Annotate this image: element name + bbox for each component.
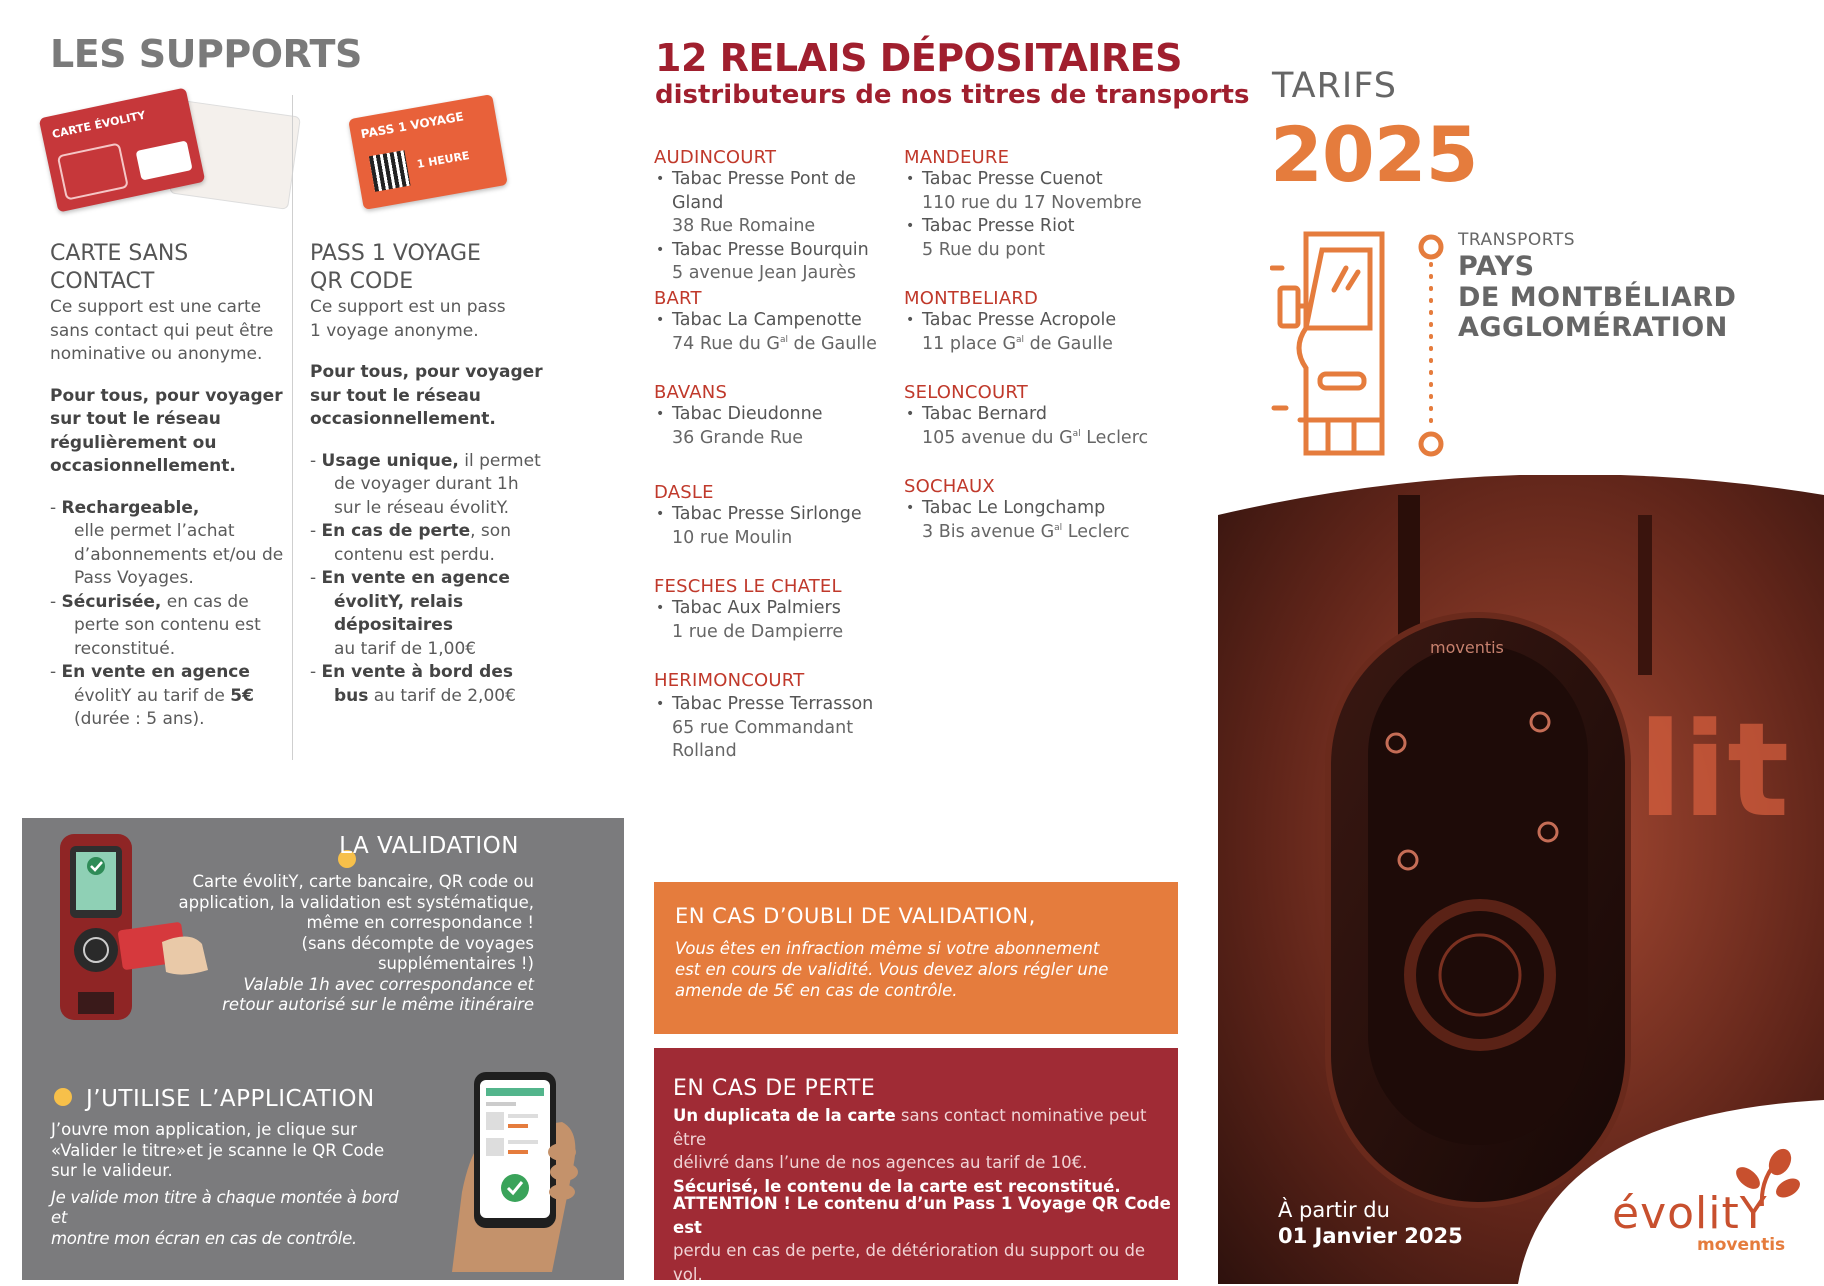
carte-audience: Pour tous, pour voyager sur tout le réseau régulièrement ou occasionnellement. — [50, 385, 283, 476]
relais-title: 12 RELAIS DÉPOSITAIRES — [655, 36, 1182, 80]
application-text: J’ouvre mon application, je clique sur «Valider le titre»et je scanne le QR Code sur le valideur. Je valide mon titre à chaque montée à bord et montre mon écran en cas de contrôle. — [51, 1120, 399, 1248]
town-name: DASLE — [654, 482, 714, 503]
oubli-text: Vous êtes en infraction même si votre abonnement est en cours de validité. Vous devez alors régler une amende de 5€ en cas de contrôle. — [675, 939, 1109, 1000]
shop-entry: • Tabac Presse Bourquin 5 avenue Jean Jaurès — [654, 239, 904, 286]
card-label: CARTE ÉVOLITY — [50, 108, 147, 142]
list-item: - En vente à bord des bus au tarif de 2,00€ — [310, 662, 516, 706]
application-title: J’UTILISE L’APPLICATION — [86, 1086, 375, 1112]
list-item: - En vente en agence évolitY au tarif de 5€ (durée : 5 ans). — [50, 662, 254, 729]
relais-town-audincourt — [654, 147, 904, 286]
oubli-title: EN CAS D’OUBLI DE VALIDATION, — [675, 904, 1036, 928]
validity-from-label: À partir du — [1278, 1198, 1390, 1222]
carte-description: Ce support est une carte sans contact qui peut être nominative ou anonyme. — [50, 297, 274, 364]
perte-warning: ATTENTION ! Le contenu d’un Pass 1 Voyage QR Code est perdu en cas de perte, de détérioration du support ou de vol. — [673, 1194, 1171, 1284]
relais-town-bavans — [654, 382, 904, 450]
tarifs-year: 2025 — [1270, 110, 1478, 199]
relais-town-fesches-le-chatel — [654, 576, 904, 644]
carte-sans-contact-section — [50, 240, 285, 732]
town-name: MONTBELIARD — [904, 288, 1039, 309]
pass-features — [310, 450, 545, 709]
shop-entry: • Tabac Aux Palmiers 1 rue de Dampierre — [654, 597, 904, 644]
tarifs-label: TARIFS — [1272, 66, 1397, 106]
shop-entry: • Tabac Presse Terrasson 65 rue Commandant Rolland — [654, 693, 904, 764]
perte-text: Un duplicata de la carte sans contact nominative peut être délivré dans l’une de nos agences au tarif de 10€. Sécurisé, le contenu de la carte est reconstitué. — [673, 1106, 1147, 1196]
shop-entry: • Tabac Presse Acropole 11 place $G^{al}$ de Gaulle — [904, 309, 1164, 356]
relais-town-dasle — [654, 482, 904, 550]
shop-entry: • Tabac Presse Pont de Gland 38 Rue Romaine — [654, 168, 904, 239]
carte-title: CARTE SANS CONTACT — [50, 241, 189, 294]
svg-text:lit: lit — [1638, 694, 1790, 846]
list-item: - Rechargeable, elle permet l’achat d’abonnements et/ou de Pass Voyages. — [50, 497, 284, 588]
smartphone-hand-icon — [422, 1062, 592, 1272]
carte-features — [50, 497, 285, 732]
validation-text: Carte évolitY, carte bancaire, QR code ou application, la validation est systématique, même en correspondance ! (sans décompte de voyages supplémentaires !) Valable 1h avec correspondance et retour autorisé sur le même itinéraire — [178, 872, 534, 1014]
list-item: - Usage unique, il permet de voyager durant 1h sur le réseau évolitY. — [310, 450, 541, 518]
town-name: FESCHES LE CHATEL — [654, 576, 842, 597]
evolity-logo: évolitY — [1612, 1188, 1768, 1239]
pass-description: Ce support est un pass 1 voyage anonyme. — [310, 297, 506, 341]
pass-audience: Pour tous, pour voyager sur tout le réseau occasionnellement. — [310, 362, 543, 429]
carte-evolity-illustration — [45, 92, 275, 217]
shop-entry: • Tabac Dieudonne 36 Grande Rue — [654, 403, 904, 450]
qr-code-icon — [369, 150, 411, 192]
validation-panel — [22, 818, 624, 1280]
town-name: BAVANS — [654, 382, 728, 403]
list-item: - En cas de perte, son contenu est perdu. — [310, 521, 511, 565]
relais-town-mandeure — [904, 147, 1164, 262]
moventis-logo: moventis — [1697, 1235, 1786, 1255]
town-name: MANDEURE — [904, 147, 1010, 168]
perte-title: EN CAS DE PERTE — [673, 1076, 876, 1101]
transports-label: TRANSPORTS — [1458, 230, 1576, 250]
relais-town-sochaux — [904, 476, 1164, 544]
relais-town-seloncourt — [904, 382, 1164, 450]
validation-title: LA VALIDATION — [339, 833, 519, 859]
shop-entry: • Tabac Le Longchamp 3 Bis avenue $G^{al}$ Leclerc — [904, 497, 1164, 544]
relais-town-montbeliard — [904, 288, 1164, 356]
column-divider — [292, 95, 293, 760]
town-name: AUDINCOURT — [654, 147, 777, 168]
supports-title: LES SUPPORTS — [50, 32, 362, 76]
pass-voyage-section — [310, 240, 545, 708]
agglomeration-name: PAYS DE MONTBÉLIARD AGGLOMÉRATION — [1458, 251, 1737, 343]
pass-duration: 1 HEURE — [415, 148, 471, 171]
pass-voyage-illustration — [350, 92, 510, 212]
perte-panel — [654, 1048, 1178, 1284]
route-line-icon — [1416, 234, 1446, 460]
relais-town-bart — [654, 288, 904, 356]
pass-label: PASS 1 VOYAGE — [359, 109, 465, 142]
shop-entry: • Tabac Presse Sirlonge 10 rue Moulin — [654, 503, 904, 550]
oubli-validation-panel — [654, 882, 1178, 1034]
list-item: - En vente en agence évolitY, relais dépositaires au tarif de 1,00€ — [310, 568, 510, 659]
shop-entry: • Tabac Presse Riot 5 Rue du pont — [904, 215, 1164, 262]
validity-date: 01 Janvier 2025 — [1278, 1224, 1463, 1248]
shop-entry: • Tabac La Campenotte 74 Rue du $G^{al}$ de Gaulle — [654, 309, 904, 356]
validator-brand: moventis — [1430, 638, 1504, 657]
town-name: HERIMONCOURT — [654, 670, 805, 691]
pass-title: PASS 1 VOYAGE QR CODE — [310, 241, 481, 294]
shop-entry: • Tabac Bernard 105 avenue du $G^{al}$ Leclerc — [904, 403, 1164, 450]
bullet-dot-icon — [54, 1088, 72, 1106]
shop-entry: • Tabac Presse Cuenot 110 rue du 17 Novembre — [904, 168, 1164, 215]
bus-front-icon — [1270, 228, 1400, 460]
town-name: SOCHAUX — [904, 476, 995, 497]
list-item: - Sécurisée, en cas de perte son contenu est reconstitué. — [50, 591, 261, 659]
town-name: SELONCOURT — [904, 382, 1028, 403]
relais-town-herimoncourt — [654, 670, 904, 764]
relais-subtitle: distributeurs de nos titres de transports — [655, 80, 1250, 110]
town-name: BART — [654, 288, 702, 309]
